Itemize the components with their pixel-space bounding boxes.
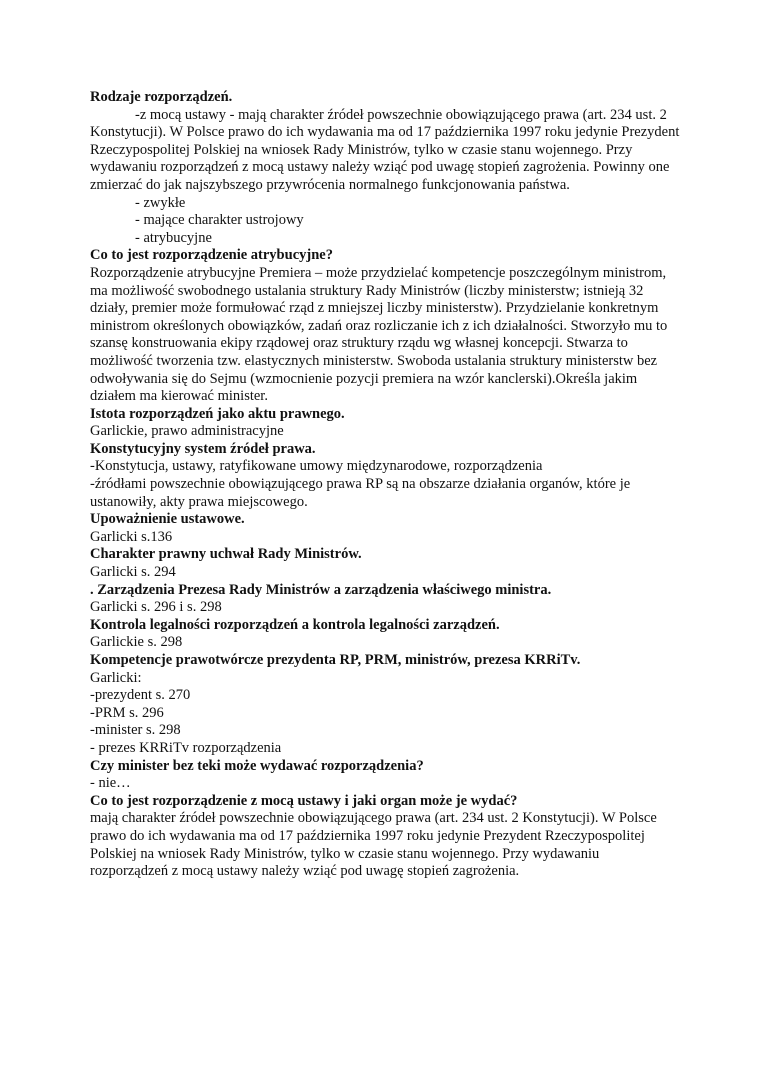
paragraph: -PRM s. 296 bbox=[90, 704, 164, 721]
section-heading: Czy minister bez teki może wydawać rozporządzenia? bbox=[90, 757, 424, 774]
section-heading: Kompetencje prawotwórcze prezydenta RP, PRM, ministrów, prezesa KRRiTv. bbox=[90, 652, 581, 668]
section-heading: Co to jest rozporządzenie atrybucyjne? bbox=[90, 247, 333, 264]
paragraph: -Konstytucja, ustawy, ratyfikowane umowy międzynarodowe, rozporządzenia bbox=[90, 458, 543, 475]
section-heading: Kontrola legalności rozporządzeń a kontrola legalności zarządzeń. bbox=[90, 616, 500, 633]
section-heading: Co to jest rozporządzenie z mocą ustawy i jaki organ może je wydać? bbox=[90, 792, 518, 809]
paragraph: mają charakter źródeł powszechnie obowiązującego prawa (art. 234 ust. 2 Konstytucji). W Polsce prawo do ich wydawania ma od 17 października 1997 roku jedynie Prezydent Rzeczypospolitej Polskiej na wniosek Rady Ministrów, tylko w czasie stanu wojennego. Przy wydawaniu rozporządzeń z mocą ustawy należy wziąć pod uwagę stopień zagrożenia. bbox=[90, 810, 657, 880]
paragraph: -źródłami powszechnie obowiązującego prawa RP są na obszarze działania organów, które je ustanowiły, akty prawa miejscowego. bbox=[90, 476, 631, 510]
paragraph: Garlicki s.136 bbox=[90, 528, 173, 545]
paragraph: Rozporządzenie atrybucyjne Premiera – może przydzielać kompetencje poszczególnym ministrom, ma możliwość swobodnego ustalania struktury Rady Ministrów (liczby ministerstw; istnieją 32 działy, premier może formułować rząd z mniejszej liczby ministerstw). Przydzielanie konkretnym ministrom określonych obowiązków, zadań oraz rozliczanie ich z ich działalności. Stworzyło mu to szansę konstruowania ekipy rządowej oraz struktury rządu wg własnej koncepcji. Stwarza to możliwość tworzenia tzw. elastycznych ministerstw. Swoboda ustalania struktury ministerstw bez odwoływania się do Sejmu (wzmocnienie pozycji premiera na wzór kanclerski).Określa jakim działem ma kierować minister. bbox=[90, 264, 668, 405]
paragraph: Garlickie s. 298 bbox=[90, 634, 183, 651]
section-heading: Rodzaje rozporządzeń. bbox=[90, 89, 233, 105]
section-heading: Charakter prawny uchwał Rady Ministrów. bbox=[90, 546, 362, 563]
list-item: - atrybucyjne bbox=[135, 229, 212, 246]
paragraph: -z mocą ustawy - mają charakter źródeł powszechnie obowiązującego prawa (art. 234 ust. 2 Konstytucji). W Polsce prawo do ich wydawania ma od 17 października 1997 roku jedynie Prezydent Rzeczypospolitej Polskiej na wniosek Rady Ministrów, tylko w czasie stanu wojennego. Przy wydawaniu rozporządzeń z mocą ustawy należy wziąć pod uwagę stopień zagrożenia. Powinny one zmierzać do jak najszybszego przywrócenia normalnego funkcjonowania państwa. bbox=[90, 106, 680, 193]
paragraph: Garlicki s. 294 bbox=[90, 564, 176, 581]
paragraph: -prezydent s. 270 bbox=[90, 687, 191, 704]
paragraph: -minister s. 298 bbox=[90, 722, 181, 739]
section-heading: Upoważnienie ustawowe. bbox=[90, 511, 245, 528]
paragraph: Garlickie, prawo administracyjne bbox=[90, 423, 284, 440]
section-heading: Konstytucyjny system źródeł prawa. bbox=[90, 440, 316, 457]
document-page bbox=[90, 89, 680, 881]
paragraph: - nie… bbox=[90, 775, 131, 792]
list-item: - mające charakter ustrojowy bbox=[135, 212, 304, 229]
section-heading: . Zarządzenia Prezesa Rady Ministrów a zarządzenia właściwego ministra. bbox=[90, 581, 552, 598]
paragraph: Garlicki s. 296 i s. 298 bbox=[90, 599, 222, 616]
list-item: - zwykłe bbox=[135, 194, 186, 211]
paragraph: Garlicki: bbox=[90, 669, 142, 686]
section-heading: Istota rozporządzeń jako aktu prawnego. bbox=[90, 405, 345, 422]
paragraph: - prezes KRRiTv rozporządzenia bbox=[90, 739, 282, 756]
